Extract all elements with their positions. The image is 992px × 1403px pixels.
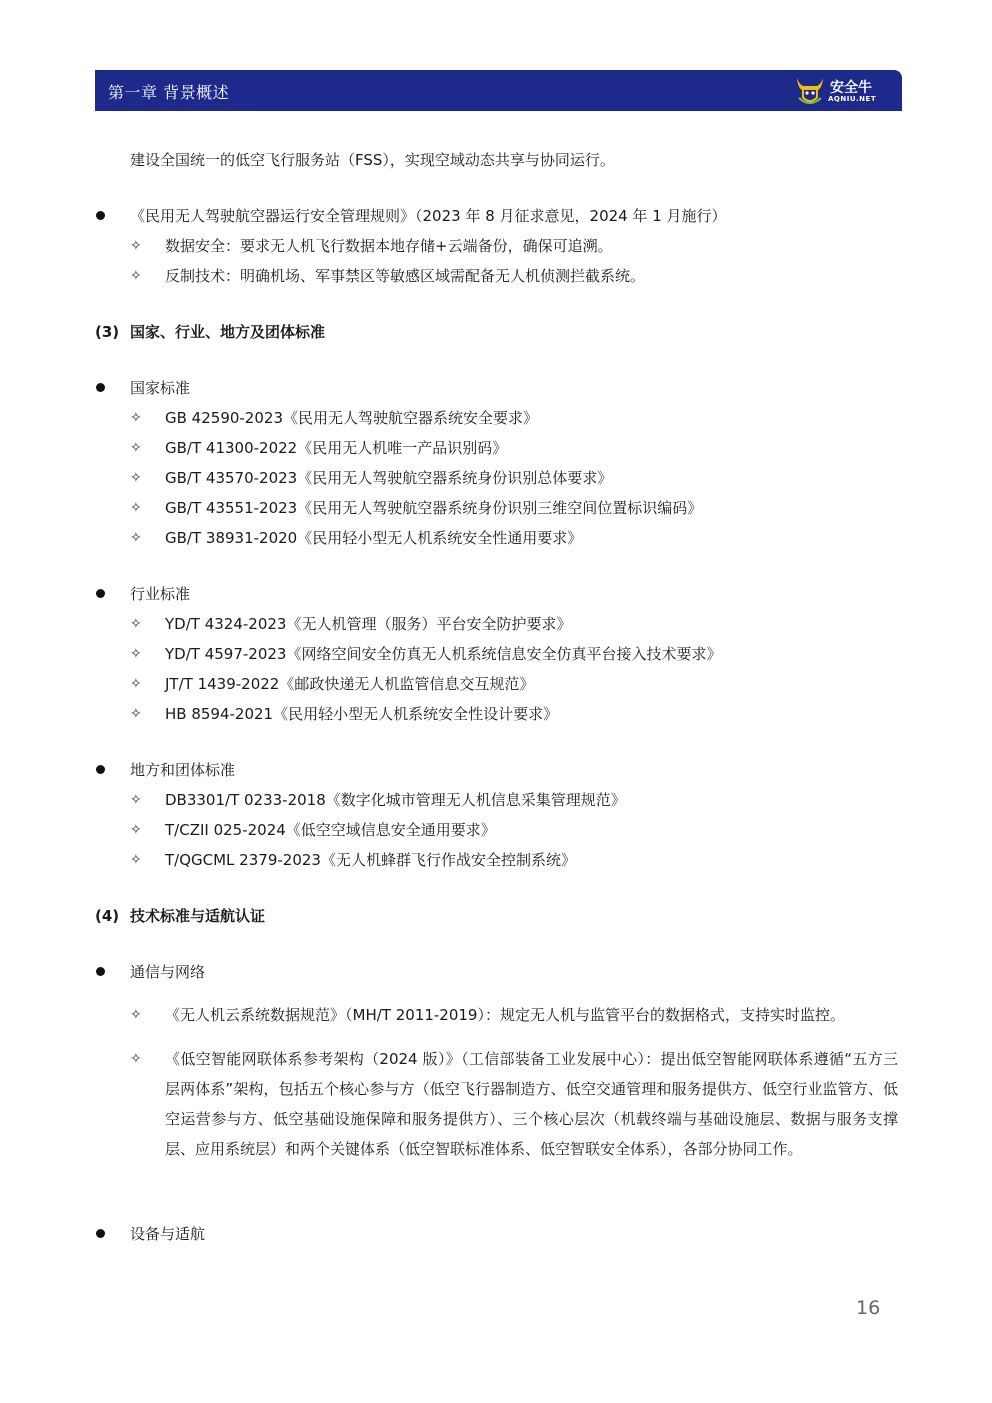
list-item: YD/T 4324-2023《无人机管理（服务）平台安全防护要求》	[165, 615, 572, 633]
list-item: GB/T 43551-2023《民用无人驾驶航空器系统身份识别三维空间位置标识编码》	[165, 499, 703, 517]
list-item-paragraph: 《低空智能网联体系参考架构（2024 版）》（工信部装备工业发展中心）：提出低空智能网联体系遵循“五方三层两体系”架构，包括五个核心参与方（低空飞行器制造方、低空交通管理和服务提供方、低空行业监管方、低空运营参与方、低空基础设施保障和服务提供方）、三个核心层次（机载终端与基础设施层、数据与服务支撑层、应用系统层）和两个关键体系（低空智联标准体系、低空智联安全体系），各部分协同工作。	[165, 1050, 898, 1158]
list-item: HB 8594-2021《民用轻小型无人机系统安全性设计要求》	[165, 705, 559, 723]
list-item-paragraph: 《无人机云系统数据规范》（MH/T 2011-2019）：规定无人机与监管平台的数据格式，支持实时监控。	[165, 1006, 845, 1024]
list-item: YD/T 4597-2023《网络空间安全仿真无人机系统信息安全仿真平台接入技术要求》	[165, 645, 722, 663]
diamond-icon: ✧	[130, 470, 142, 486]
section-heading-number: (4)	[95, 907, 120, 925]
list-item: 反制技术：明确机场、军事禁区等敏感区域需配备无人机侦测拦截系统。	[165, 267, 646, 285]
bullet-icon	[96, 1229, 105, 1238]
diamond-icon: ✧	[130, 410, 142, 426]
diamond-icon: ✧	[130, 646, 142, 662]
category-label: 地方和团体标准	[130, 761, 236, 779]
list-item: GB/T 43570-2023《民用无人驾驶航空器系统身份识别总体要求》	[165, 469, 613, 487]
rule-title: 《民用无人驾驶航空器运行安全管理规则》（2023 年 8 月征求意见，2024 年 1 月施行）	[130, 207, 727, 225]
diamond-icon: ✧	[130, 1051, 142, 1067]
diamond-icon: ✧	[130, 852, 142, 868]
bullet-icon	[96, 211, 105, 220]
list-item: GB/T 41300-2022《民用无人机唯一产品识别码》	[165, 439, 508, 457]
bullet-icon	[96, 589, 105, 598]
logo-subtext: AQNIU.NET	[828, 95, 877, 103]
list-item: DB3301/T 0233-2018《数字化城市管理无人机信息采集管理规范》	[165, 791, 626, 809]
category-label: 行业标准	[130, 585, 191, 603]
list-item: JT/T 1439-2022《邮政快递无人机监管信息交互规范》	[165, 675, 535, 693]
logo-wordmark: 安全牛	[830, 80, 872, 96]
list-item: 数据安全：要求无人机飞行数据本地存储+云端备份，确保可追溯。	[165, 237, 613, 255]
diamond-icon: ✧	[130, 676, 142, 692]
page-number: 16	[856, 1297, 881, 1319]
chapter-header	[95, 70, 902, 111]
diamond-icon: ✧	[130, 1007, 142, 1023]
category-label: 国家标准	[130, 379, 191, 397]
category-label: 设备与适航	[130, 1225, 206, 1243]
brand-logo	[794, 73, 894, 109]
bullet-icon	[96, 967, 105, 976]
section-heading-number: (3)	[95, 323, 120, 341]
diamond-icon: ✧	[130, 616, 142, 632]
chapter-title: 第一章 背景概述	[108, 83, 230, 102]
diamond-icon: ✧	[130, 822, 142, 838]
diamond-icon: ✧	[130, 500, 142, 516]
diamond-icon: ✧	[130, 792, 142, 808]
bullet-icon	[96, 765, 105, 774]
list-item: GB/T 38931-2020《民用轻小型无人机系统安全性通用要求》	[165, 529, 583, 547]
diamond-icon: ✧	[130, 706, 142, 722]
section-heading: 技术标准与适航认证	[130, 907, 266, 925]
category-label: 通信与网络	[130, 963, 206, 981]
diamond-icon: ✧	[130, 268, 142, 284]
diamond-icon: ✧	[130, 530, 142, 546]
diamond-icon: ✧	[130, 440, 142, 456]
bull-icon	[794, 74, 826, 108]
list-item: GB 42590-2023《民用无人驾驶航空器系统安全要求》	[165, 409, 538, 427]
bullet-icon	[96, 383, 105, 392]
diamond-icon: ✧	[130, 238, 142, 254]
section-heading: 国家、行业、地方及团体标准	[130, 323, 326, 341]
list-item: T/QGCML 2379-2023《无人机蜂群飞行作战安全控制系统》	[165, 851, 576, 869]
intro-line: 建设全国统一的低空飞行服务站（FSS），实现空域动态共享与协同运行。	[130, 151, 615, 169]
list-item: T/CZII 025-2024《低空空域信息安全通用要求》	[165, 821, 496, 839]
